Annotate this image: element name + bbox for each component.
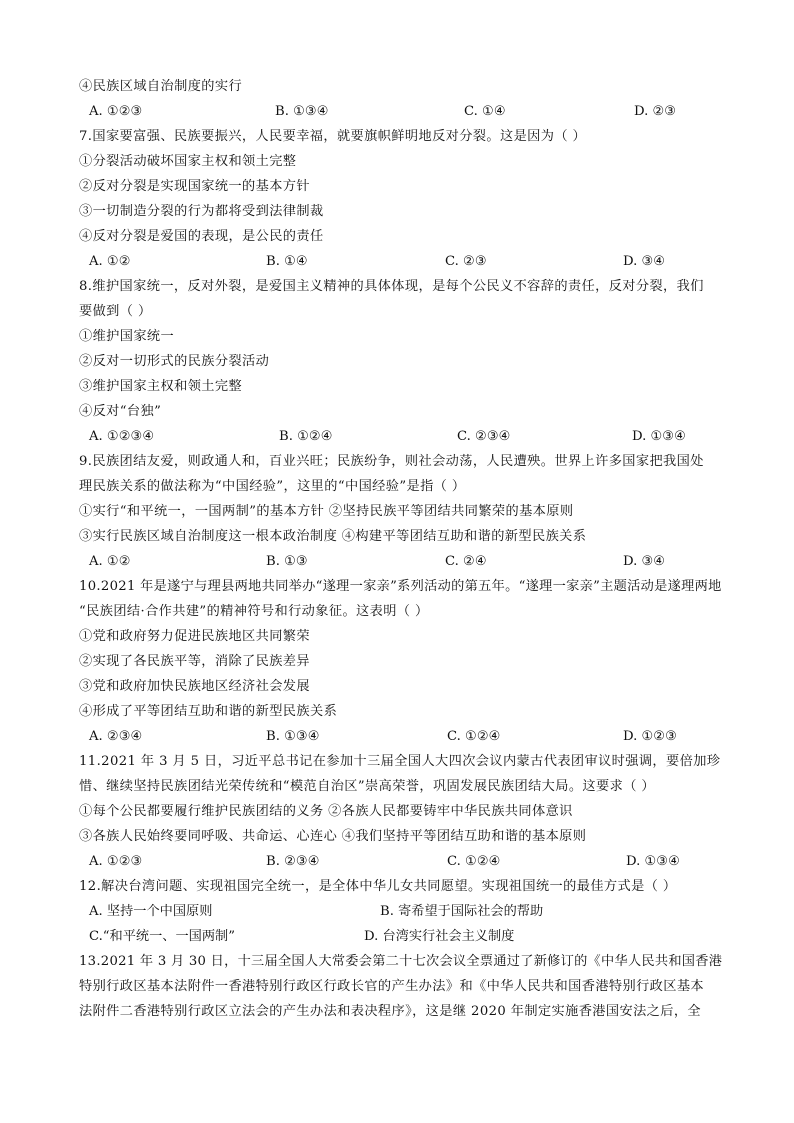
q10-statement-3: ③党和政府加快民族地区经济社会发展 bbox=[79, 679, 310, 694]
q9-option-b: B. ①③ bbox=[266, 554, 308, 569]
q9-statements-1-2: ①实行“和平统一，一国两制”的基本方针 ②坚持民族平等团结共同繁荣的基本原则 bbox=[79, 504, 574, 519]
q10-option-c: C. ①②④ bbox=[447, 729, 501, 744]
q11-option-b: B. ②③④ bbox=[266, 854, 320, 869]
q10-option-b: B. ①③④ bbox=[266, 729, 320, 744]
q6-option-d: D. ②③ bbox=[634, 104, 677, 119]
q8-option-d: D. ①③④ bbox=[632, 429, 686, 444]
q11-stem-line-1: 11.2021 年 3 月 5 日，习近平总书记在参加十三届全国人大四次会议内蒙古代表团审议时强调，要倍加珍 bbox=[79, 754, 721, 769]
q11-option-c: C. ①②④ bbox=[447, 854, 501, 869]
q6-option-a: A. ①②③ bbox=[89, 104, 143, 119]
q7-statement-2: ②反对分裂是实现国家统一的基本方针 bbox=[79, 179, 310, 194]
q13-stem-line-3: 法附件二香港特别行政区立法会的产生办法和表决程序》，这是继 2020 年制定实施香港国安法之后，全 bbox=[79, 1004, 702, 1019]
q12-option-c: C.“和平统一、一国两制” bbox=[89, 929, 235, 944]
q10-statement-4: ④形成了平等团结互助和谐的新型民族关系 bbox=[79, 704, 338, 719]
q8-option-c: C. ②③④ bbox=[457, 429, 511, 444]
q7-statement-1: ①分裂活动破坏国家主权和领土完整 bbox=[79, 154, 297, 169]
q8-statement-3: ③维护国家主权和领土完整 bbox=[79, 379, 243, 394]
q9-option-d: D. ③④ bbox=[623, 554, 666, 569]
q7-stem: 7.国家要富强、民族要振兴，人民要幸福，就要旗帜鲜明地反对分裂。这是因为（ ） bbox=[79, 129, 587, 144]
q9-option-a: A. ①② bbox=[89, 554, 131, 569]
q7-statement-3: ③一切制造分裂的行为都将受到法律制裁 bbox=[79, 204, 324, 219]
q8-statement-4: ④反对“台独” bbox=[79, 404, 162, 419]
q7-option-c: C. ②③ bbox=[445, 254, 487, 269]
q10-statement-2: ②实现了各民族平等，消除了民族差异 bbox=[79, 654, 310, 669]
q12-option-b: B. 寄希望于国际社会的帮助 bbox=[380, 904, 544, 919]
q11-option-a: A. ①②③ bbox=[89, 854, 143, 869]
q8-option-b: B. ①②④ bbox=[279, 429, 333, 444]
q12-stem: 12.解决台湾问题、实现祖国完全统一，是全体中华儿女共同愿望。实现祖国统一的最佳方式是（ ） bbox=[79, 879, 677, 894]
q7-option-b: B. ①④ bbox=[266, 254, 308, 269]
q8-stem-line-2: 要做到（ ） bbox=[79, 304, 152, 319]
q13-stem-line-1: 13.2021 年 3 月 30 日，十三届全国人大常委会第二十七次会议全票通过了新修订的《中华人民共和国香港 bbox=[79, 954, 723, 969]
q11-statements-3-4: ③各族人民始终要同呼吸、共命运、心连心 ④我们坚持平等团结互助和谐的基本原则 bbox=[79, 829, 587, 844]
q7-option-d: D. ③④ bbox=[623, 254, 666, 269]
q13-stem-line-2: 特别行政区基本法附件一香港特别行政区行政长官的产生办法》和《中华人民共和国香港特别行政区基本 bbox=[79, 979, 705, 994]
q10-stem-line-2: “民族团结·合作共建”的精神符号和行动象征。这表明（ ） bbox=[79, 604, 429, 619]
q9-statements-3-4: ③实行民族区域自治制度这一根本政治制度 ④构建平等团结互助和谐的新型民族关系 bbox=[79, 529, 587, 544]
q11-option-d: D. ①③④ bbox=[626, 854, 680, 869]
q7-option-a: A. ①② bbox=[89, 254, 131, 269]
q9-option-c: C. ②④ bbox=[445, 554, 487, 569]
q6-option-b: B. ①③④ bbox=[275, 104, 329, 119]
q8-stem-line-1: 8.维护国家统一，反对外裂，是爱国主义精神的具体体现，是每个公民义不容辞的责任，反对分裂，我们 bbox=[79, 279, 704, 294]
q10-stem-line-1: 10.2021 年是遂宁与理县两地共同举办“遂理一家亲”系列活动的第五年。“遂理一家亲”主题活动是遂理两地 bbox=[79, 579, 722, 594]
q10-statement-1: ①党和政府努力促进民族地区共同繁荣 bbox=[79, 629, 310, 644]
q11-stem-line-2: 惜、继续坚持民族团结光荣传统和“模范自治区”崇高荣誉，巩固发展民族团结大局。这要求（ ） bbox=[79, 779, 655, 794]
q10-option-a: A. ②③④ bbox=[89, 729, 143, 744]
q12-option-d: D. 台湾实行社会主义制度 bbox=[364, 929, 515, 944]
q12-option-a: A. 坚持一个中国原则 bbox=[89, 904, 213, 919]
q9-stem-line-2: 理民族关系的做法称为“中国经验”，这里的“中国经验”是指（ ） bbox=[79, 479, 466, 494]
q9-stem-line-1: 9.民族团结友爱，则政通人和，百业兴旺；民族纷争，则社会动荡，人民遭殃。世界上许多国家把我国处 bbox=[79, 454, 704, 469]
q11-statements-1-2: ①每个公民都要履行维护民族团结的义务 ②各族人民都要铸牢中华民族共同体意识 bbox=[79, 804, 573, 819]
q7-statement-4: ④反对分裂是爱国的表现，是公民的责任 bbox=[79, 229, 324, 244]
q8-option-a: A. ①②③④ bbox=[89, 429, 155, 444]
q8-statement-2: ②反对一切形式的民族分裂活动 bbox=[79, 354, 270, 369]
q10-option-d: D. ①②③ bbox=[623, 729, 677, 744]
q8-statement-1: ①维护国家统一 bbox=[79, 329, 175, 344]
q6-statement-4: ④民族区域自治制度的实行 bbox=[79, 79, 243, 94]
q6-option-c: C. ①④ bbox=[464, 104, 506, 119]
